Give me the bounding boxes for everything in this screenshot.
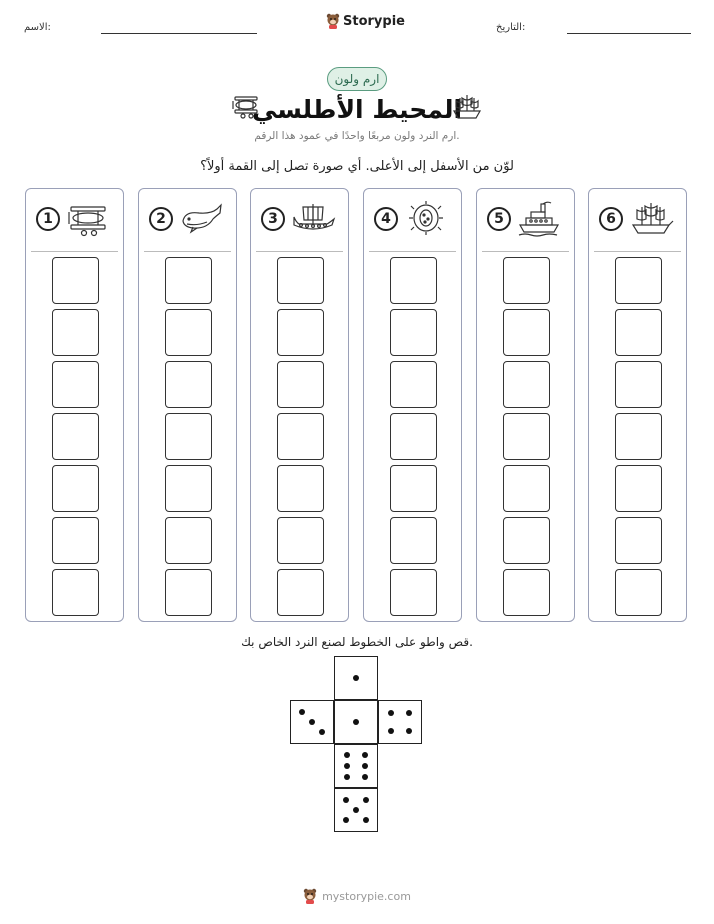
column-number: 5 [487,207,511,231]
color-box[interactable] [390,257,437,304]
dice-pip [388,728,394,734]
dice-pip [406,710,412,716]
column-number: 2 [149,207,173,231]
color-box[interactable] [165,465,212,512]
column-header [589,189,686,251]
color-box[interactable] [503,309,550,356]
color-box[interactable] [52,465,99,512]
color-box[interactable] [277,361,324,408]
color-box[interactable] [615,361,662,408]
dice-pip [343,817,349,823]
column-4 [363,188,462,622]
color-box[interactable] [52,309,99,356]
color-box[interactable] [277,413,324,460]
dice-pip [362,763,368,769]
date-line[interactable] [567,33,691,34]
column-divider [594,251,681,252]
dice-pip [362,774,368,780]
dice-pip [353,719,359,725]
bear-mascot-icon [326,13,340,29]
column-header [364,189,461,251]
color-box[interactable] [165,517,212,564]
color-box[interactable] [277,309,324,356]
dice-face-1 [334,656,378,700]
color-box[interactable] [390,413,437,460]
column-6 [588,188,687,622]
dice-pip [344,752,350,758]
dice-pip [309,719,315,725]
column-header [26,189,123,251]
column-header [251,189,348,251]
column-3 [250,188,349,622]
dice-face-5 [334,788,378,832]
color-box[interactable] [503,413,550,460]
galleon-title-icon [451,93,483,121]
dice-pip [344,763,350,769]
color-box[interactable] [615,257,662,304]
dice-pip [353,807,359,813]
dice-pip [343,797,349,803]
column-number: 1 [36,207,60,231]
dice-face-1 [334,700,378,744]
dice-pip [363,817,369,823]
column-number: 3 [261,207,285,231]
brand-name: Storypie [343,13,405,29]
dice-face-6 [334,744,378,788]
color-box[interactable] [615,517,662,564]
column-divider [144,251,231,252]
color-box[interactable] [52,257,99,304]
color-box[interactable] [503,361,550,408]
color-box[interactable] [165,413,212,460]
dice-net [290,656,426,836]
cut-instruction: قص واطو على الخطوط لصنع النرد الخاص بك. [241,635,473,649]
dice-pip [406,728,412,734]
dice-face-4 [378,700,422,744]
footer-url[interactable]: mystorypie.com [322,889,411,903]
dice-pip [362,752,368,758]
color-box[interactable] [390,517,437,564]
color-box[interactable] [390,569,437,616]
jellyfish-icon [404,201,450,237]
color-box[interactable] [615,309,662,356]
name-line[interactable] [101,33,257,34]
dice-pip [299,709,305,715]
instruction-text: لوّن من الأسفل إلى الأعلى. أي صورة تصل إلى القمة أولاً؟ [200,159,514,174]
column-divider [482,251,569,252]
steamboat-icon [517,201,563,237]
column-number: 4 [374,207,398,231]
column-header [477,189,574,251]
column-1 [25,188,124,622]
color-box[interactable] [277,465,324,512]
dice-pip [388,710,394,716]
color-box[interactable] [277,569,324,616]
footer [0,888,714,904]
whale-icon [179,201,225,237]
column-header [139,189,236,251]
column-divider [31,251,118,252]
biplane-icon [66,201,112,237]
color-box[interactable] [390,309,437,356]
color-box[interactable] [503,569,550,616]
viking-ship-icon [291,201,337,237]
dice-pip [344,774,350,780]
color-box[interactable] [165,361,212,408]
column-number: 6 [599,207,623,231]
color-box[interactable] [503,465,550,512]
name-label: الاسم: [24,22,51,33]
color-box[interactable] [615,413,662,460]
column-divider [256,251,343,252]
column-2 [138,188,237,622]
dice-pip [353,675,359,681]
page-subtitle: ارم النرد ولون مربعًا واحدًا في عمود هذا الرقم. [254,130,460,142]
column-5 [476,188,575,622]
color-box[interactable] [615,569,662,616]
bear-mascot-footer-icon [303,888,317,904]
color-box[interactable] [503,257,550,304]
galleon-ship-icon [629,201,675,237]
page-title: المحيط الأطلسي [251,95,463,124]
color-box[interactable] [277,257,324,304]
activity-badge: ارم ولون [327,67,387,91]
color-box[interactable] [165,257,212,304]
date-label: التاريخ: [496,22,526,33]
color-box[interactable] [52,361,99,408]
color-box[interactable] [277,517,324,564]
color-box[interactable] [52,569,99,616]
color-box[interactable] [52,517,99,564]
color-box[interactable] [52,413,99,460]
color-box[interactable] [615,465,662,512]
dice-face-3 [290,700,334,744]
dice-pip [363,797,369,803]
color-box[interactable] [165,569,212,616]
column-divider [369,251,456,252]
color-box[interactable] [390,361,437,408]
color-box[interactable] [165,309,212,356]
color-box[interactable] [390,465,437,512]
dice-pip [319,729,325,735]
brand-logo [326,13,405,29]
color-box[interactable] [503,517,550,564]
